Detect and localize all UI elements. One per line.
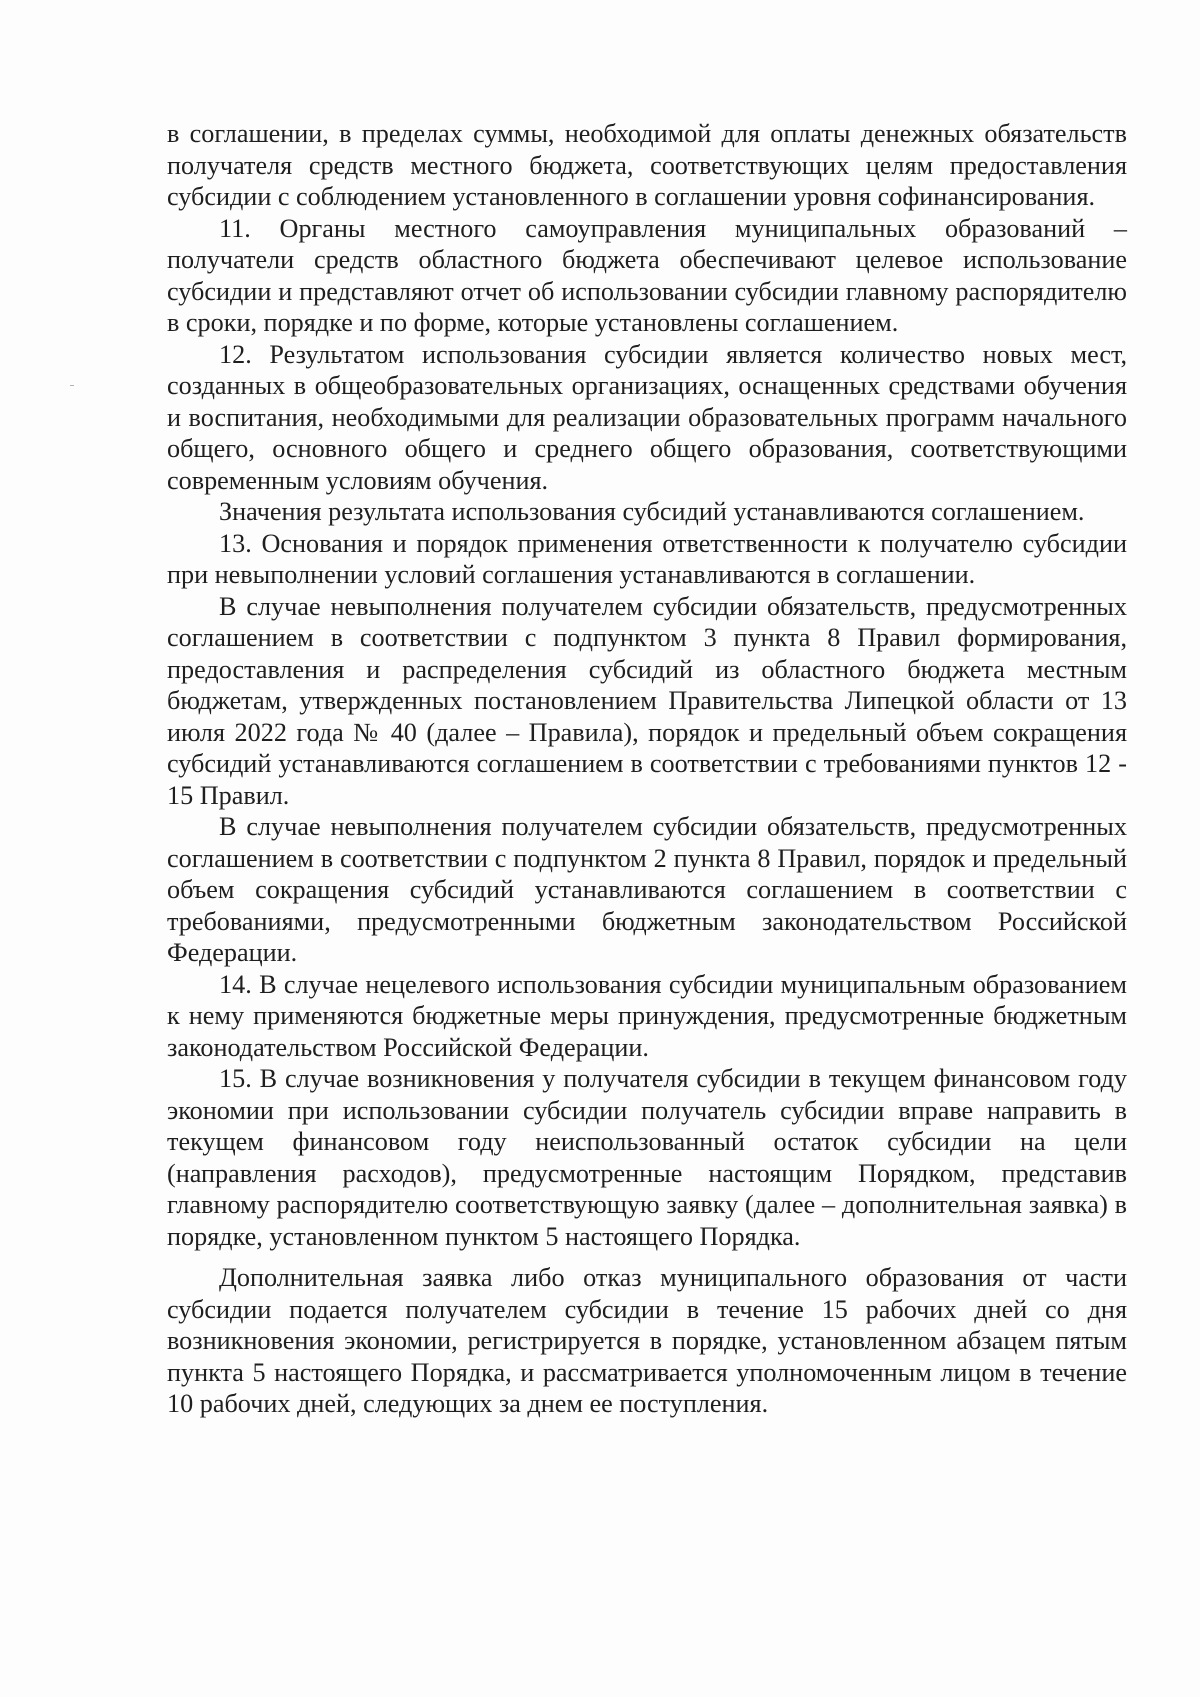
paragraph-item-13: 13. Основания и порядок применения ответственности к получателю субсидии при невыполнении условий соглашения устанавливаются в соглашении.: [167, 528, 1127, 589]
paragraph-additional-request: Дополнительная заявка либо отказ муниципального образования от части субсидии подается получателем субсидии в течение 15 рабочих дней со дня возникновения экономии, регистрируется в порядке, установленном абзацем пятым пункта 5 настоящего Порядка, и рассматривается уполномоченным лицом в течение 10 рабочих дней, следующих за днем ее поступления.: [167, 1263, 1127, 1418]
paragraph-item-14: 14. В случае нецелевого использования субсидии муниципальным образованием к нему применяются бюджетные меры принуждения, предусмотренные бюджетным законодательством Российской Федерации.: [167, 969, 1127, 1062]
paragraph-item-11: 11. Органы местного самоуправления муниципальных образований – получатели средств областного бюджета обеспечивают целевое использование субсидии и представляют отчет об использовании субсидии главному распорядителю в сроки, порядке и по форме, которые установлены соглашением.: [167, 213, 1127, 337]
paragraph-continuation: в соглашении, в пределах суммы, необходимой для оплаты денежных обязательств получателя средств местного бюджета, соответствующих целям предоставления субсидии с соблюдением установленного в соглашении уровня софинансирования.: [167, 119, 1127, 211]
paragraph-nonfulfillment-3: В случае невыполнения получателем субсидии обязательств, предусмотренных соглашением в соответствии с подпунктом 3 пункта 8 Правил формирования, предоставления и распределения субсидий из областного бюджета местным бюджетам, утвержденных постановлением Правительства Липецкой области от 13 июля 2022 года № 40 (далее – Правила), порядок и предельный объем сокращения субсидий устанавливаются соглашением в соответствии с требованиями пунктов 12 - 15 Правил.: [167, 591, 1127, 810]
paragraph-item-12: 12. Результатом использования субсидии является количество новых мест, созданных в общеобразовательных организациях, оснащенных средствами обучения и воспитания, необходимыми для реализации образовательных программ начального общего, основного общего и среднего общего образования, соответствующими современным условиям обучения.: [167, 339, 1127, 495]
paragraph-nonfulfillment-2: В случае невыполнения получателем субсидии обязательств, предусмотренных соглашением в соответствии с подпунктом 2 пункта 8 Правил, порядок и предельный объем сокращения субсидий устанавливаются соглашением в соответствии с требованиями, предусмотренными бюджетным законодательством Российской Федерации.: [167, 812, 1127, 967]
paragraph-result-values: Значения результата использования субсидий устанавливаются соглашением.: [219, 497, 1085, 526]
paragraph-item-15: 15. В случае возникновения у получателя субсидии в текущем финансовом году экономии при использовании субсидии получатель субсидии вправе направить в текущем финансовом году неиспользованный остаток субсидии на цели (направления расходов), предусмотренные настоящим Порядком, представив главному распорядителю соответствующую заявку (далее – дополнительная заявка) в порядке, установленном пунктом 5 настоящего Порядка.: [167, 1064, 1127, 1251]
document-body: [167, 118, 1127, 1420]
scan-artifact: [70, 385, 74, 386]
